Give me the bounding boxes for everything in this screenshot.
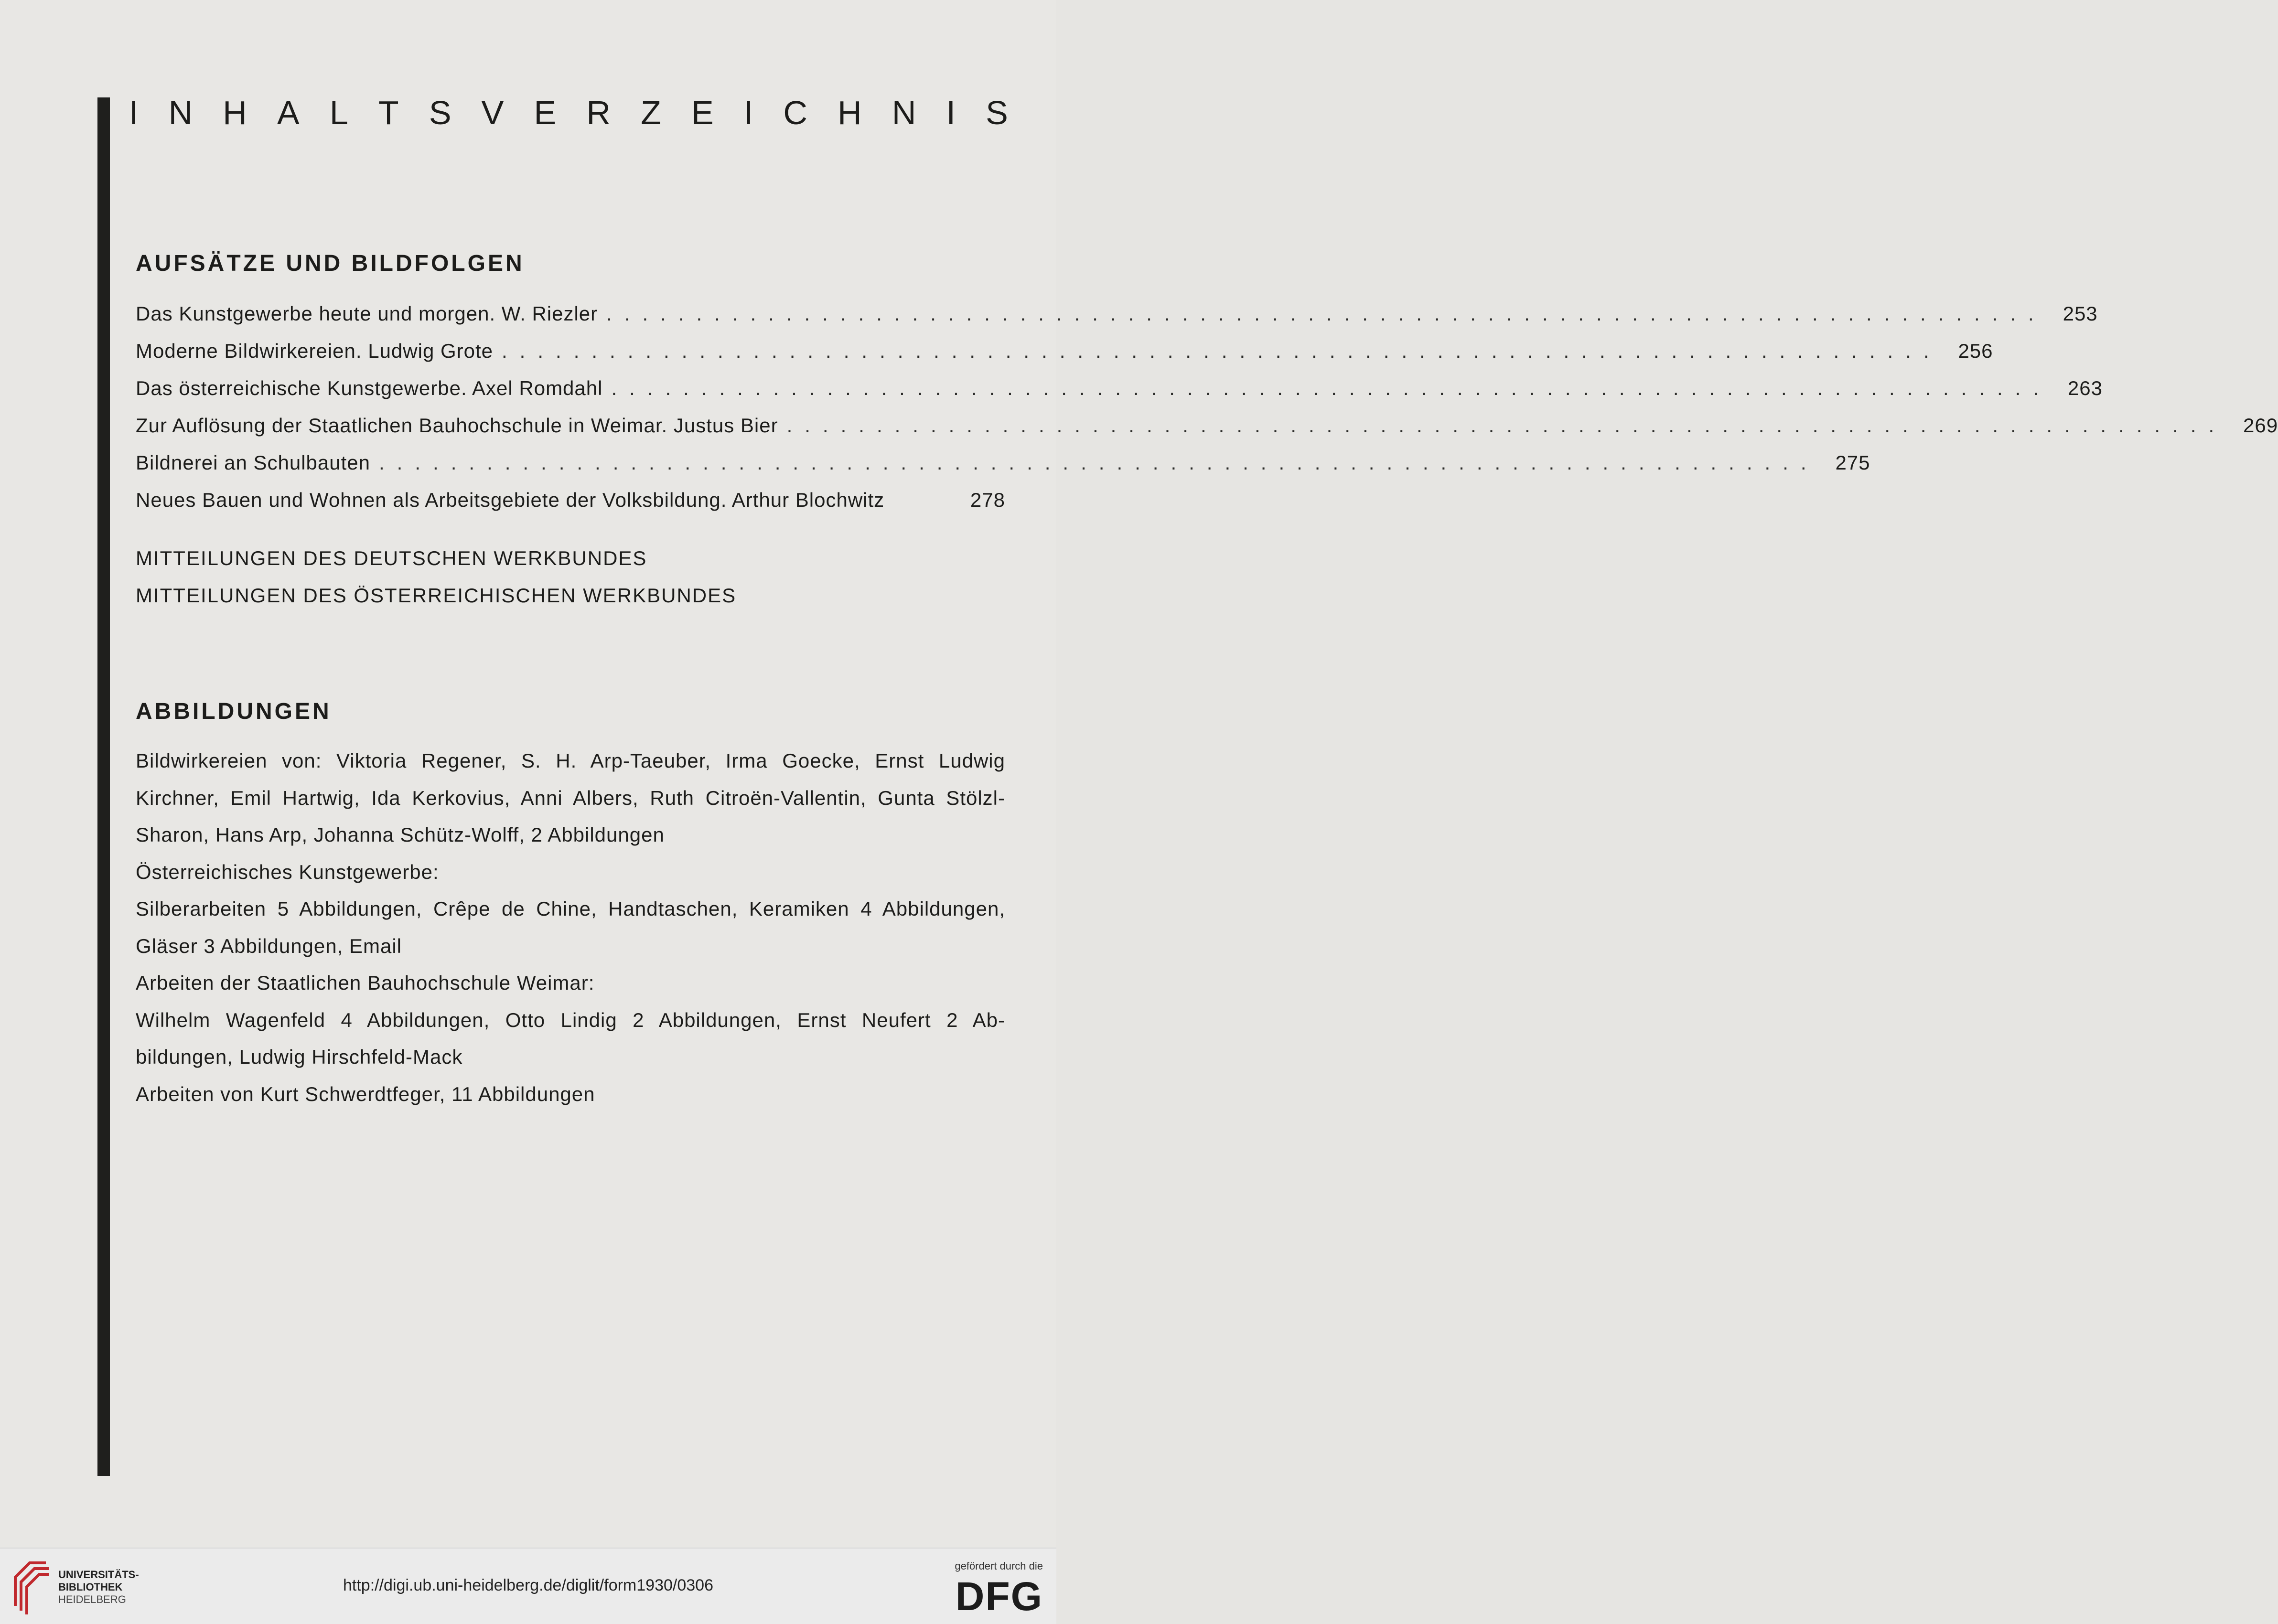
abbildungen-line: Bildwirkereien von: Viktoria Regener, S. H. Arp-Taeuber, Irma Goecke, Ernst Ludwig — [136, 749, 1005, 772]
toc-leader-dots: ................................................................................ — [611, 377, 2051, 399]
title-letter: H — [223, 94, 247, 131]
mitteilungen-oesterreich: MITTEILUNGEN DES ÖSTERREICHISCHEN WERKBUNDES — [136, 584, 737, 607]
abbildungen-line: Gläser 3 Abbildungen, Email — [136, 934, 402, 957]
source-url[interactable]: http://digi.ub.uni-heidelberg.de/diglit/form1930/0306 — [343, 1576, 713, 1594]
abbildungen-line: bildungen, Ludwig Hirschfeld-Mack — [136, 1046, 463, 1068]
toc-entry-title: Das österreichische Kunstgewerbe. Axel Romdahl — [136, 377, 603, 399]
toc-entry-page: 263 — [2067, 377, 2103, 399]
abbildungen-line: Wilhelm Wagenfeld 4 Abbildungen, Otto Lindig 2 Abbildungen, Ernst Neufert 2 Ab- — [136, 1008, 1005, 1031]
abbildungen-line: Silberarbeiten 5 Abbildungen, Crêpe de Chine, Handtaschen, Keramiken 4 Abbildungen, — [136, 897, 1005, 920]
toc-leader-dots: ................................................................................ — [502, 340, 1942, 362]
title-letter: H — [838, 94, 862, 131]
toc-entry-page: 269 — [2243, 414, 2278, 437]
library-name: UNIVERSITÄTS- BIBLIOTHEK HEIDELBERG — [58, 1569, 139, 1605]
toc-leader-dots: ................................................................................ — [786, 414, 2227, 437]
toc-entry-page: 275 — [1835, 451, 1870, 474]
table-of-contents — [136, 295, 2278, 519]
abbildungen-line: Sharon, Hans Arp, Johanna Schütz-Wolff, 2 Abbildungen — [136, 823, 665, 846]
toc-leader-dots: ................................................................................ — [606, 302, 2046, 325]
toc-entry-title: Bildnerei an Schulbauten — [136, 451, 371, 474]
funding-note: gefördert durch die — [955, 1560, 1043, 1572]
title-letter: N — [892, 94, 916, 131]
toc-entry — [136, 407, 2278, 444]
toc-entry-title: Das Kunstgewerbe heute und morgen. W. Riezler — [136, 302, 598, 325]
toc-entry-title: Neues Bauen und Wohnen als Arbeitsgebiete der Volksbildung. Arthur Blochwitz — [136, 489, 885, 511]
toc-entry — [136, 332, 1993, 370]
title-letter: S — [429, 94, 451, 131]
abbildungen-line: Österreichisches Kunstgewerbe: — [136, 860, 439, 883]
title-letter: Z — [641, 94, 661, 131]
footer-bar — [0, 1548, 1056, 1624]
section-heading-aufsaetze: AUFSÄTZE UND BILDFOLGEN — [136, 251, 525, 276]
title-letter: I — [129, 94, 139, 131]
toc-entry-page: 253 — [2063, 302, 2098, 325]
toc-entry-title: Moderne Bildwirkereien. Ludwig Grote — [136, 340, 494, 362]
toc-entry — [136, 444, 1870, 481]
title-letter: S — [986, 94, 1008, 131]
vertical-rule — [97, 97, 110, 1476]
page-title — [129, 89, 1008, 137]
toc-entry — [136, 370, 2103, 407]
abbildungen-text — [136, 742, 1005, 1112]
title-letter: E — [534, 94, 557, 131]
title-letter: T — [378, 94, 399, 131]
abbildungen-line: Arbeiten der Staatlichen Bauhochschule Weimar: — [136, 972, 595, 994]
title-letter: I — [743, 94, 753, 131]
toc-entry-page: 278 — [970, 489, 1005, 511]
title-letter: R — [586, 94, 611, 131]
toc-entry — [136, 295, 2098, 332]
title-letter: I — [946, 94, 956, 131]
abbildungen-line: Kirchner, Emil Hartwig, Ida Kerkovius, Anni Albers, Ruth Citroën-Vallentin, Gunta Stölzl- — [136, 786, 1005, 809]
title-letter: V — [481, 94, 504, 131]
title-letter: C — [783, 94, 807, 131]
mitteilungen-block — [136, 540, 736, 614]
toc-entry — [136, 481, 1005, 519]
abbildungen-line: Arbeiten von Kurt Schwerdtfeger, 11 Abbildungen — [136, 1082, 595, 1105]
toc-leader-dots: ................................................................................ — [379, 451, 1819, 474]
title-letter: A — [277, 94, 300, 131]
dfg-logo: DFG — [955, 1574, 1043, 1619]
mitteilungen-deutsch: MITTEILUNGEN DES DEUTSCHEN WERKBUNDES — [136, 547, 647, 569]
title-letter: N — [168, 94, 193, 131]
title-letter: L — [329, 94, 348, 131]
toc-entry-title: Zur Auflösung der Staatlichen Bauhochschule in Weimar. Justus Bier — [136, 414, 778, 437]
title-letter: E — [691, 94, 714, 131]
toc-entry-page: 256 — [1958, 340, 1993, 362]
section-heading-abbildungen: ABBILDUNGEN — [136, 699, 332, 724]
